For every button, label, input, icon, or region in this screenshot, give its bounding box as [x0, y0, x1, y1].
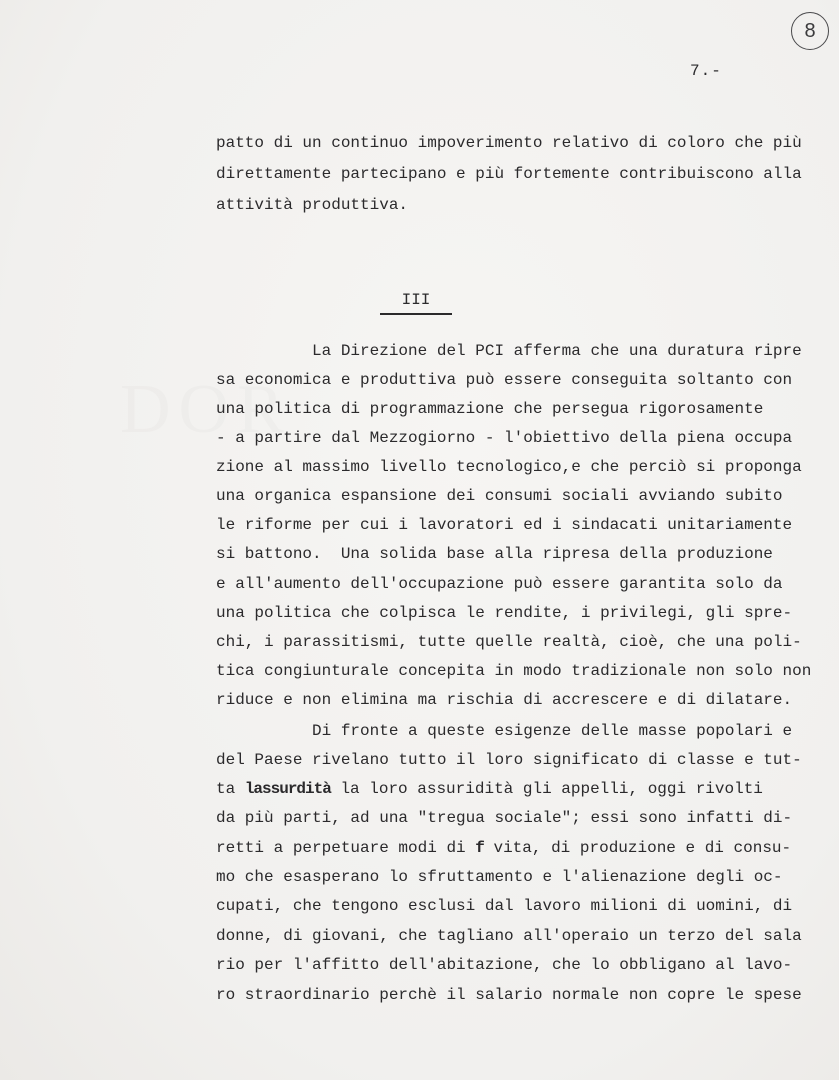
text-line: le riforme per cui i lavoratori ed i sindacati unitariamente: [216, 516, 793, 534]
text-line: chi, i parassitismi, tutte quelle realtà, cioè, che una poli-: [216, 633, 802, 651]
text-line: una politica di programmazione che persegua rigorosamente: [216, 400, 764, 418]
text-line: Di fronte a queste esigenze delle masse popolari e: [216, 722, 793, 740]
circled-page-mark: [791, 12, 829, 50]
page-number: 7.-: [690, 62, 722, 80]
text-line: [216, 779, 763, 799]
heading-underline: [380, 313, 452, 315]
text-fragment: la loro assuridità gli appelli, oggi rivolti: [340, 780, 763, 798]
text-line: attività produttiva.: [216, 196, 409, 214]
text-line: direttamente partecipano e più fortemente contribuiscono alla: [216, 165, 802, 183]
text-line: si battono. Una solida base alla ripresa della produzione: [216, 545, 773, 563]
text-line: riduce e non elimina ma rischia di accrescere e di dilatare.: [216, 691, 793, 709]
text-fragment: vita, di produzione e di consu-: [493, 839, 792, 857]
text-line: mo che esasperano lo sfruttamento e l'alienazione degli oc-: [216, 868, 783, 886]
text-fragment: retti a perpetuare modi di: [216, 839, 466, 857]
text-line: da più parti, ad una "tregua sociale"; essi sono infatti di-: [216, 809, 793, 827]
text-line: donne, di giovani, che tagliano all'operaio un terzo del sala: [216, 927, 802, 945]
text-line: patto di un continuo impoverimento relativo di coloro che più: [216, 134, 802, 152]
text-line: La Direzione del PCI afferma che una duratura ripre: [216, 342, 802, 360]
text-line: cupati, che tengono esclusi dal lavoro milioni di uomini, di: [216, 897, 793, 915]
text-line: zione al massimo livello tecnologico,e che perciò si proponga: [216, 458, 802, 476]
text-line: rio per l'affitto dell'abitazione, che lo obbligano al lavo-: [216, 956, 793, 974]
text-fragment: ta: [216, 780, 236, 798]
struck-out-word: lassurdità: [244, 780, 331, 798]
struck-out-letter: f: [475, 839, 484, 857]
section-heading: III: [401, 291, 431, 309]
text-line: sa economica e produttiva può essere conseguita soltanto con: [216, 371, 793, 389]
text-line: [216, 838, 791, 858]
text-line: tica congiunturale concepita in modo tradizionale non solo non: [216, 662, 812, 680]
text-line: del Paese rivelano tutto il loro significato di classe e tut-: [216, 751, 802, 769]
text-line: una politica che colpisca le rendite, i privilegi, gli spre-: [216, 604, 793, 622]
circled-mark-number: 8: [804, 19, 816, 42]
text-line: una organica espansione dei consumi sociali avviando subito: [216, 487, 783, 505]
text-line: e all'aumento dell'occupazione può essere garantita solo da: [216, 575, 783, 593]
text-line: - a partire dal Mezzogiorno - l'obiettivo della piena occupa: [216, 429, 793, 447]
text-line: ro straordinario perchè il salario normale non copre le spese: [216, 986, 802, 1004]
